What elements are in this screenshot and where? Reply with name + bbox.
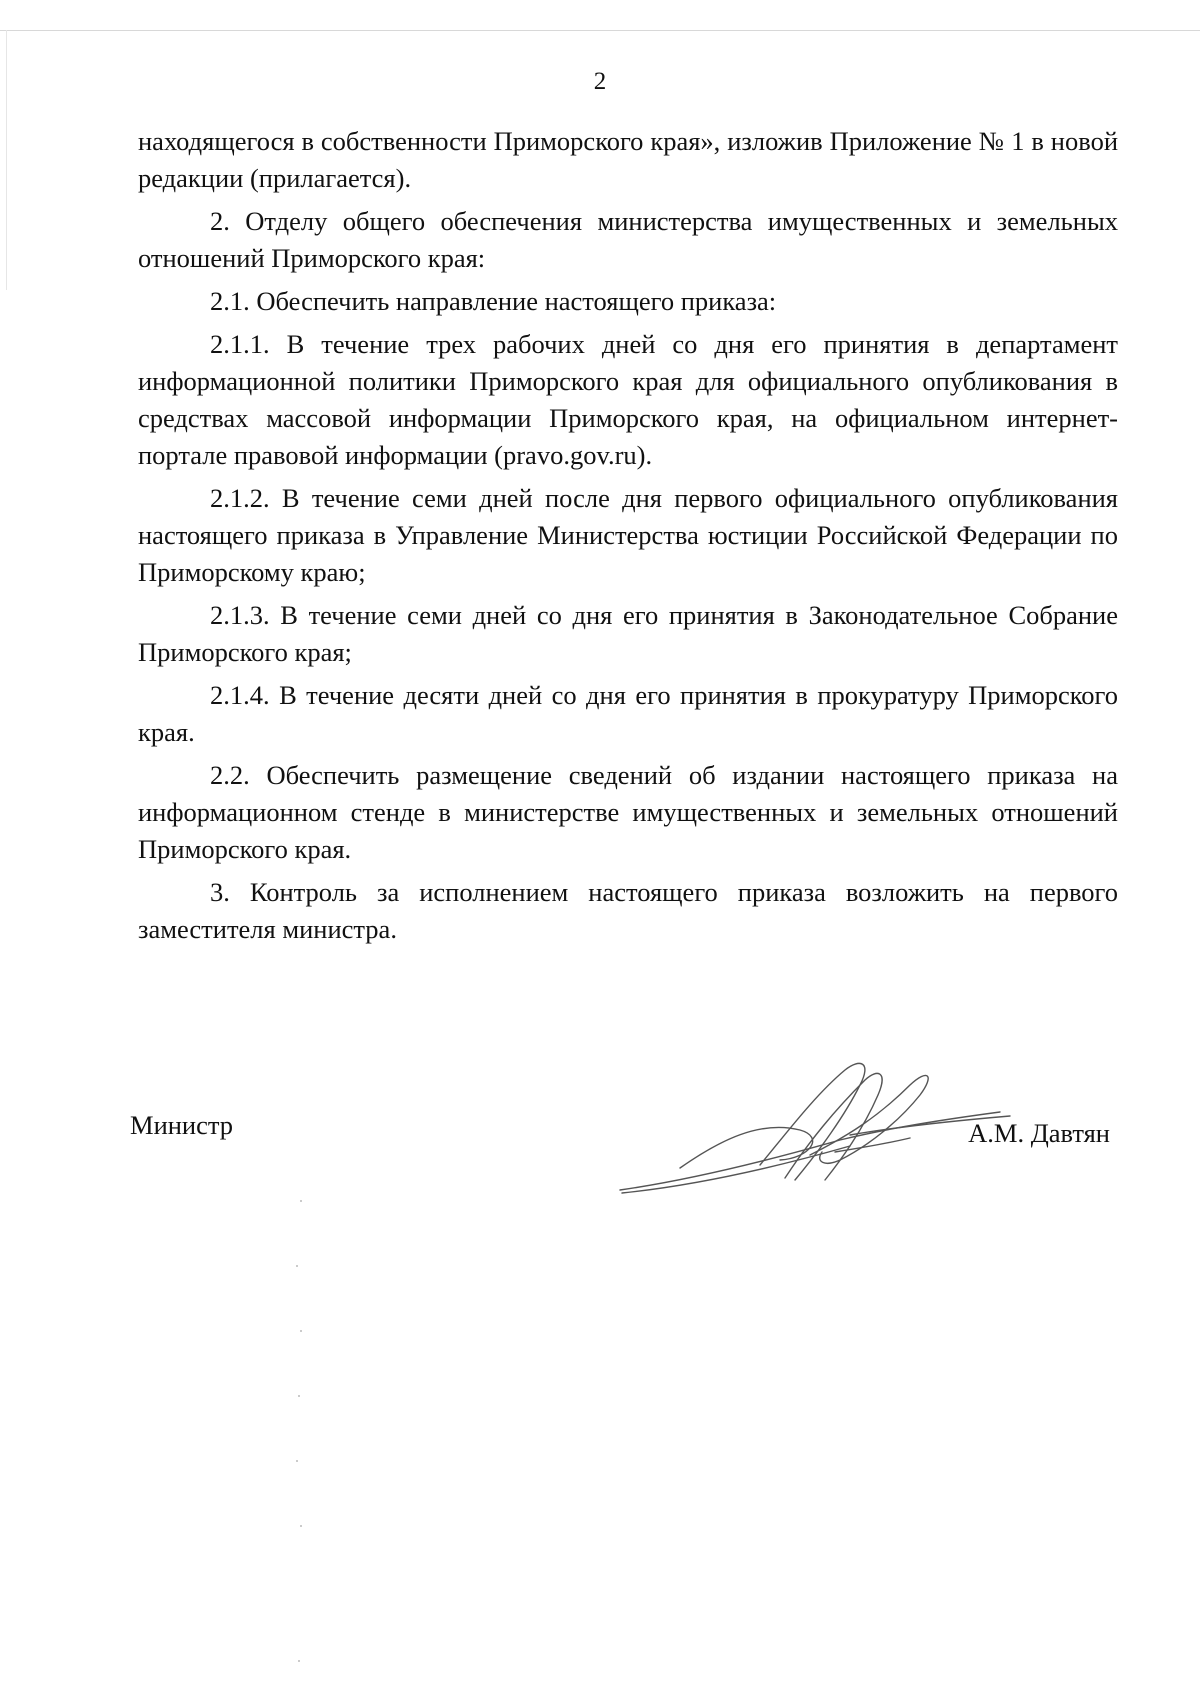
signer-name: А.М. Давтян [968,1118,1110,1148]
paragraph-item-2: 2. Отделу общего обеспечения министерства имущественных и земельных отношений Приморского края: [138,206,1118,273]
scan-speck [298,1395,300,1397]
paragraph-item-2-1-4: 2.1.4. В течение десяти дней со дня его принятия в прокуратуру Приморского края. [138,680,1118,747]
document-body [138,123,1118,954]
scan-edge-top [0,30,1200,31]
signer-title: Министр [130,1110,234,1140]
scan-speck [296,1460,298,1462]
paragraph-item-2-1-3: 2.1.3. В течение семи дней со дня его принятия в Законодательное Собрание Приморского края; [138,600,1118,667]
handwritten-signature [610,1040,1030,1210]
paragraph-item-2-1-1: 2.1.1. В течение трех рабочих дней со дня его принятия в департамент информационной политики Приморского края для официального опубликования в средствах массовой информации Приморского края, на официальном интернет-портале правовой информации (pravo.gov.ru). [138,329,1118,470]
paragraph-item-2-1-2: 2.1.2. В течение семи дней после дня первого официального опубликования настоящего приказа в Управление Министерства юстиции Российской Федерации по Приморскому краю; [138,483,1118,587]
scan-speck [296,1265,298,1267]
paragraph-item-2-1: 2.1. Обеспечить направление настоящего приказа: [210,286,777,316]
scan-speck [300,1330,302,1332]
scan-speck [300,1525,302,1527]
signature-block [130,1100,1110,1210]
scan-speck [300,1200,302,1202]
paragraph-item-3: 3. Контроль за исполнением настоящего приказа возложить на первого заместителя министра. [138,877,1118,944]
scan-speck [298,1660,300,1662]
paragraph-continuation: находящегося в собственности Приморского края», изложив Приложение № 1 в новой редакции (прилагается). [138,126,1118,193]
page-number: 2 [593,68,607,95]
paragraph-item-2-2: 2.2. Обеспечить размещение сведений об издании настоящего приказа на информационном стенде в министерстве имущественных и земельных отношений Приморского края. [138,760,1118,864]
